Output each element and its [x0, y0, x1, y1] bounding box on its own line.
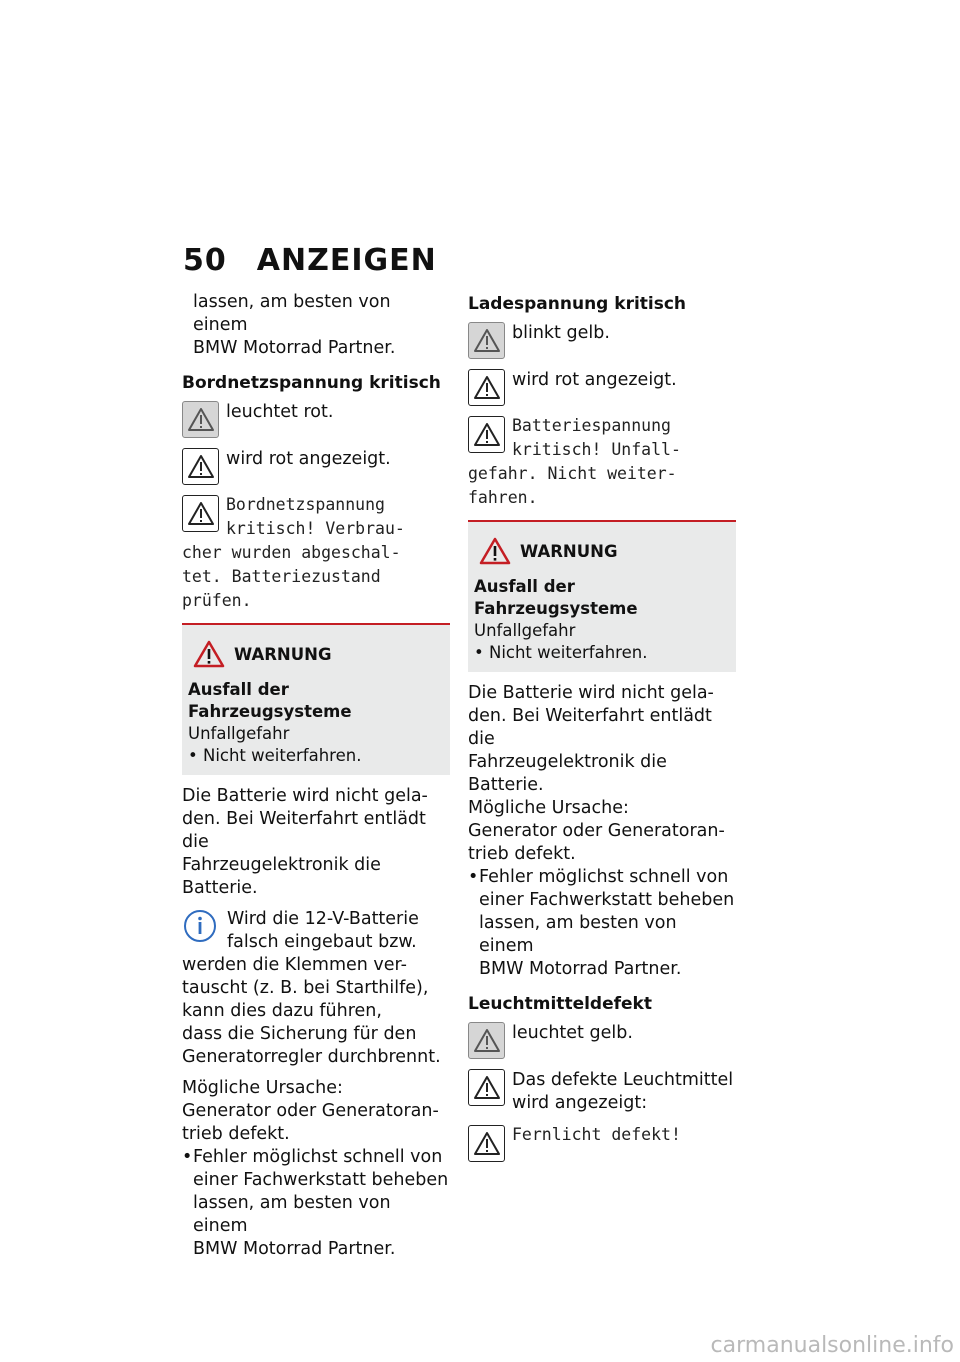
display-message-line: Bordnetzspannung — [226, 495, 385, 514]
body-line: Die Batterie wird nicht gela- — [182, 786, 428, 806]
body-line: Generator oder Generatoran- — [468, 821, 725, 841]
page-header — [183, 240, 437, 280]
info-line: dass die Sicherung für den — [182, 1024, 417, 1044]
info-note — [182, 908, 450, 954]
warning-subtitle: Ausfall der Fahrzeugsysteme — [474, 577, 638, 618]
body-line: Mögliche Ursache: — [468, 798, 629, 818]
display-message-line: fahren. — [468, 488, 538, 507]
warning-triangle-icon — [468, 1069, 505, 1106]
section-heading-ladespannung: Ladespannung kritisch — [468, 294, 687, 314]
list-item — [468, 866, 736, 889]
warning-bullet: • Nicht weiterfahren. — [474, 643, 648, 662]
list-item-line: BMW Motorrad Partner. — [193, 1239, 396, 1259]
indicator-light-row — [468, 1020, 736, 1059]
display-message-line: Fernlicht defekt! — [512, 1125, 681, 1144]
warning-triangle-icon — [468, 369, 505, 406]
display-icon-row — [182, 446, 450, 485]
warning-triangle-icon — [468, 416, 505, 453]
display-message-line: Batteriespannung — [512, 416, 671, 435]
display-message-line: gefahr. Nicht weiter- — [468, 464, 677, 483]
warning-subtitle: Ausfall der Fahrzeugsysteme — [188, 680, 352, 721]
warning-box — [468, 520, 736, 672]
section-heading-bordnetz: Bordnetzspannung kritisch — [182, 373, 441, 393]
display-message — [468, 1123, 736, 1162]
warning-text: Unfallgefahr — [474, 621, 576, 640]
watermark-brand: carmanualsonline.info — [710, 1333, 954, 1358]
warning-icon — [478, 536, 512, 566]
info-line: Generatorregler durchbrennt. — [182, 1047, 441, 1067]
cause-line: trieb defekt. — [182, 1124, 290, 1144]
body-line: trieb defekt. — [468, 844, 576, 864]
indicator-light-row — [468, 320, 736, 359]
warning-triangle-icon — [468, 1125, 505, 1162]
warning-title: WARNUNG — [234, 644, 332, 664]
page-number: 50 — [183, 242, 227, 278]
warning-icon — [192, 639, 226, 669]
list-item-line: BMW Motorrad Partner. — [479, 959, 682, 979]
info-line: werden die Klemmen ver- — [182, 955, 407, 975]
intro-line: lassen, am besten von einem — [193, 292, 391, 335]
warning-bullet: • Nicht weiterfahren. — [188, 746, 362, 765]
display-status-text: Das defekte Leuchtmittel — [512, 1070, 734, 1090]
warning-box — [182, 623, 450, 775]
warning-triangle-icon — [182, 495, 219, 532]
body-line: Fahrzeugelektronik die Batterie. — [182, 855, 381, 898]
list-item-line: einer Fachwerkstatt beheben — [479, 890, 735, 910]
warning-light-icon — [468, 322, 505, 359]
cause-line: Mögliche Ursache: — [182, 1078, 343, 1098]
right-column — [468, 291, 736, 1170]
bullet-icon: • — [182, 1147, 193, 1167]
warning-light-icon — [468, 1022, 505, 1059]
display-icon-row — [468, 367, 736, 406]
info-line: kann dies dazu führen, — [182, 1001, 382, 1021]
section-heading-leuchtmittel: Leuchtmitteldefekt — [468, 994, 652, 1014]
body-line: Die Batterie wird nicht gela- — [468, 683, 714, 703]
list-item-line: einer Fachwerkstatt beheben — [193, 1170, 449, 1190]
warning-light-icon — [182, 401, 219, 438]
cause-line: Generator oder Generatoran- — [182, 1101, 439, 1121]
body-line: Fahrzeugelektronik die Batterie. — [468, 752, 667, 795]
display-icon-row — [468, 1067, 736, 1115]
info-line: Wird die 12-V-Batterie — [227, 909, 419, 929]
list-item-text: Fehler möglichst schnell von — [193, 1147, 443, 1167]
warning-triangle-icon — [182, 448, 219, 485]
bullet-icon: • — [468, 867, 479, 887]
list-item-line: lassen, am besten von einem — [479, 913, 677, 956]
display-message-line: kritisch! Unfall- — [512, 440, 681, 459]
list-item — [182, 1146, 450, 1169]
display-message — [182, 493, 450, 613]
warning-title: WARNUNG — [520, 541, 618, 561]
display-message — [468, 414, 736, 510]
light-status-text: blinkt gelb. — [512, 323, 610, 343]
indicator-light-row — [182, 399, 450, 438]
display-status-text: wird rot angezeigt. — [226, 449, 391, 469]
intro-line: BMW Motorrad Partner. — [193, 338, 396, 358]
chapter-title: ANZEIGEN — [256, 242, 437, 278]
info-line: falsch eingebaut bzw. — [227, 932, 417, 952]
display-status-text: wird rot angezeigt. — [512, 370, 677, 390]
body-line: den. Bei Weiterfahrt entlädt die — [468, 706, 712, 749]
light-status-text: leuchtet gelb. — [512, 1023, 633, 1043]
info-line: tauscht (z. B. bei Starthilfe), — [182, 978, 429, 998]
info-icon — [182, 908, 222, 944]
warning-text: Unfallgefahr — [188, 724, 290, 743]
display-message-line: kritisch! Verbrau- — [226, 519, 405, 538]
body-line: den. Bei Weiterfahrt entlädt die — [182, 809, 426, 852]
display-message-line: cher wurden abgeschal- — [182, 543, 401, 562]
left-column — [182, 291, 450, 1261]
display-message-line: prüfen. — [182, 591, 252, 610]
list-item-line: lassen, am besten von einem — [193, 1193, 391, 1236]
light-status-text: leuchtet rot. — [226, 402, 334, 422]
display-status-text: wird angezeigt: — [512, 1093, 648, 1113]
display-message-line: tet. Batteriezustand — [182, 567, 381, 586]
list-item-text: Fehler möglichst schnell von — [479, 867, 729, 887]
